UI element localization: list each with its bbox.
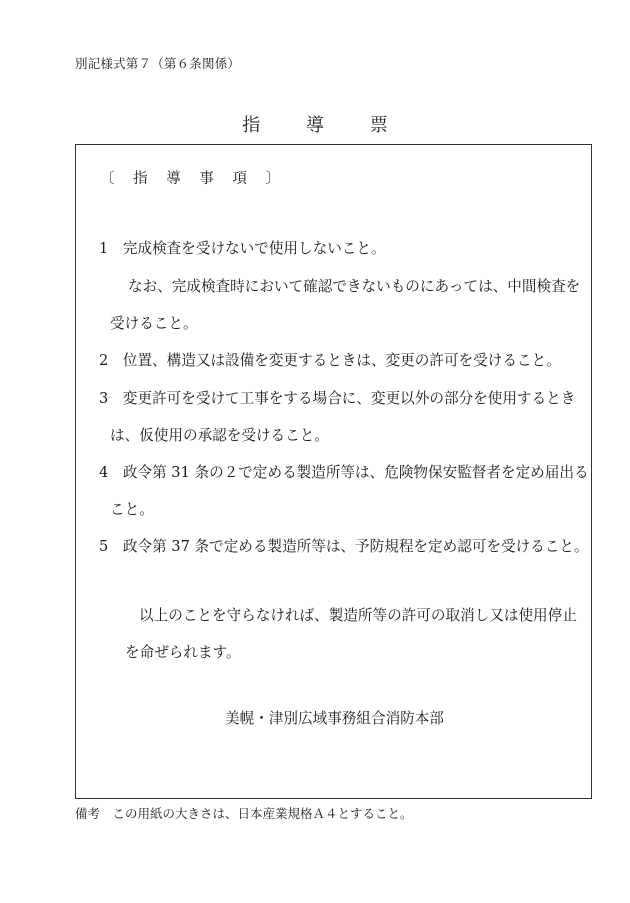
heading-char: 項 xyxy=(232,171,247,187)
item-4-cont: こと。 xyxy=(110,501,154,518)
heading-open-bracket: 〔 xyxy=(100,171,115,187)
item-3-cont: は、仮使用の承認を受けること。 xyxy=(110,427,329,444)
item-4: 4 政令第 31 条の２で定める製造所等は、危険物保安監督者を定め届出る xyxy=(99,464,589,481)
guidance-box xyxy=(75,144,592,799)
item-5: 5 政令第 37 条で定める製造所等は、予防規程を定め認可を受けること。 xyxy=(99,538,589,555)
form-number: 別記様式第７（第６条関係） xyxy=(75,56,241,71)
heading-close-bracket: 〕 xyxy=(265,171,281,187)
title-char: 票 xyxy=(369,115,388,136)
section-heading xyxy=(100,167,294,188)
item-1-note-cont: 受けること。 xyxy=(110,315,198,332)
item-1: 1 完成検査を受けないで使用しないこと。 xyxy=(99,240,386,257)
heading-char: 導 xyxy=(166,171,181,187)
item-3: 3 変更許可を受けて工事をする場合に、変更以外の部分を使用するとき xyxy=(99,390,576,407)
issuer: 美幌・津別広域事務組合消防本部 xyxy=(225,710,444,727)
warning-line-2: を命ぜられます。 xyxy=(125,644,241,661)
item-1-note: なお、完成検査時において確認できないものにあっては、中間検査を xyxy=(128,278,581,295)
warning-line-1: 以上のことを守らなければ、製造所等の許可の取消し又は使用停止 xyxy=(139,607,577,624)
document-title xyxy=(0,111,630,137)
title-char: 指 xyxy=(242,115,261,136)
footer-note: 備考 この用紙の大きさは、日本産業規格Ａ４とすること。 xyxy=(75,806,413,821)
title-char: 導 xyxy=(306,115,324,136)
item-2: 2 位置、構造又は設備を変更するときは、変更の許可を受けること。 xyxy=(99,352,561,369)
heading-char: 指 xyxy=(133,171,148,187)
heading-char: 事 xyxy=(199,171,214,187)
